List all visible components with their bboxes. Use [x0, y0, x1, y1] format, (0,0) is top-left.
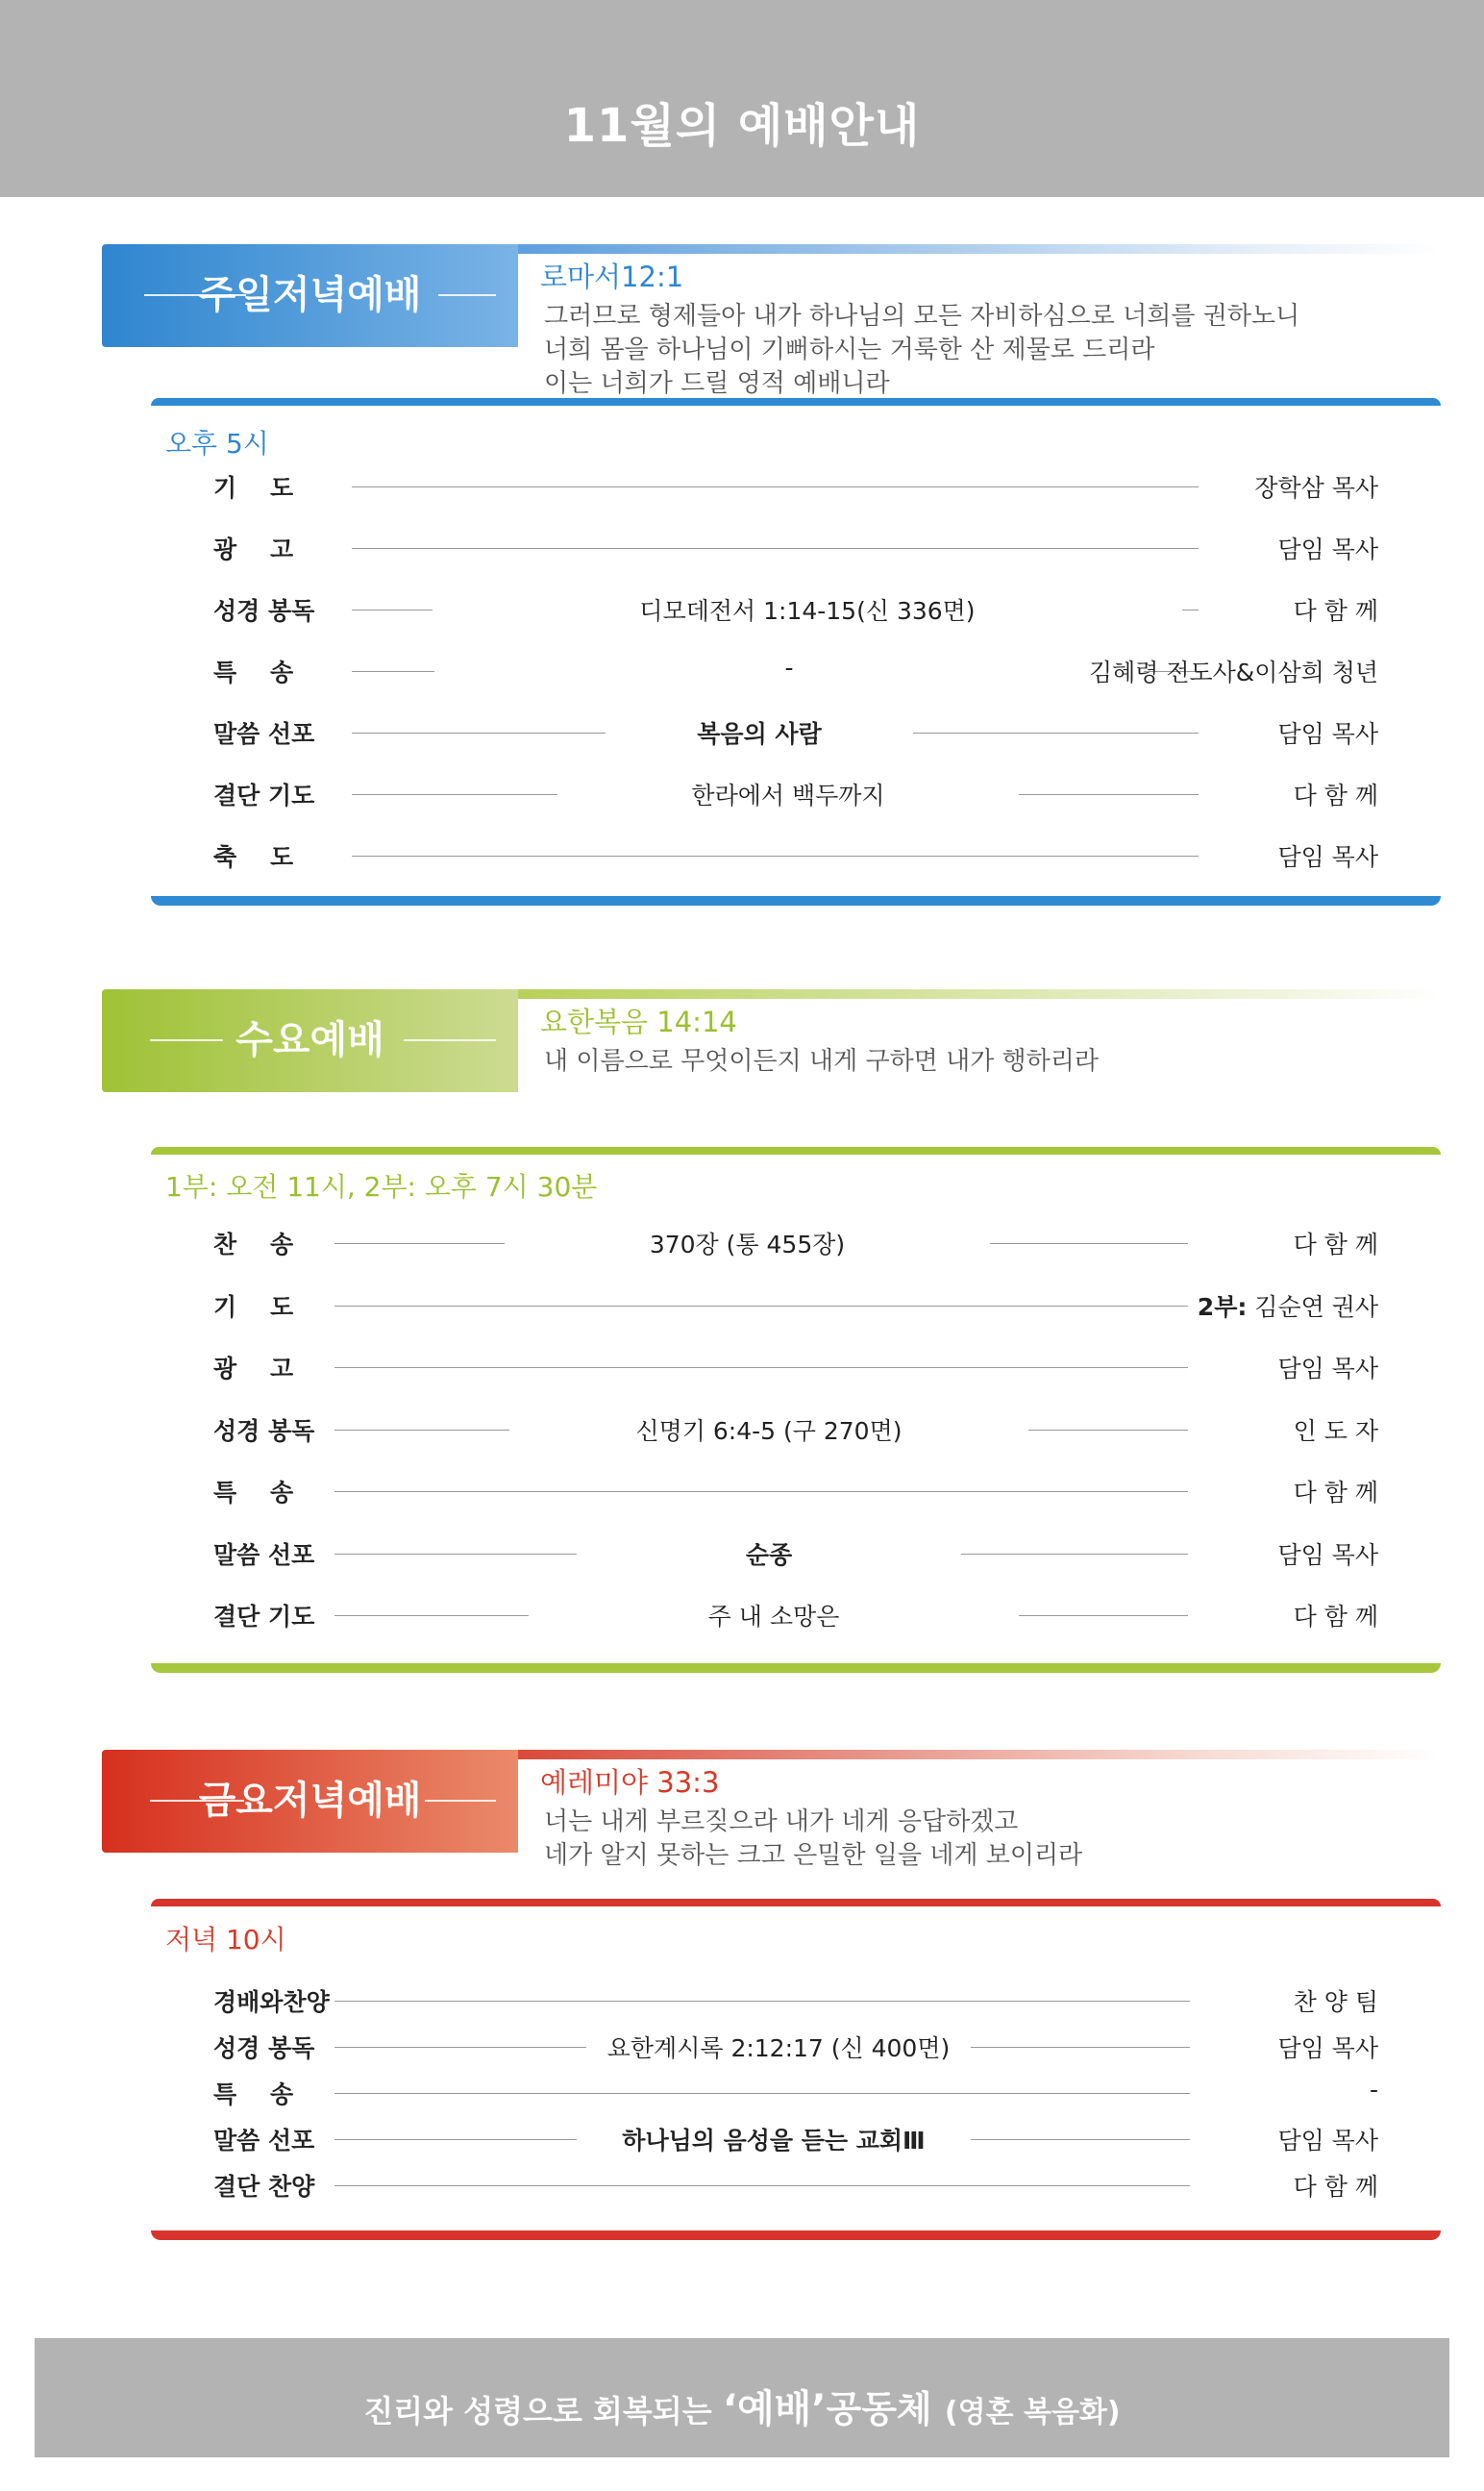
order-row [0, 531, 1484, 565]
leader-line [334, 1367, 1188, 1368]
friday-card-top [151, 1899, 1441, 1906]
order-label: 기 도 [213, 474, 294, 502]
order-leader-name: 김순연 권사 [1247, 1293, 1378, 1321]
leader-line [334, 1615, 529, 1616]
leader-line [1019, 1615, 1188, 1616]
order-leader: - [1369, 2076, 1378, 2104]
leader-line [334, 2047, 586, 2048]
order-row [0, 1412, 1484, 1447]
leader-line [352, 733, 606, 734]
friday-title-box [102, 1750, 518, 1853]
order-row [0, 715, 1484, 750]
order-leader-prefix: 2부: [1197, 1293, 1248, 1321]
order-label: 결단 찬양 [213, 2173, 315, 2201]
wednesday-verse-line: 내 이름으로 무엇이든지 내게 구하면 내가 행하리라 [544, 1047, 1100, 1076]
order-row [0, 2168, 1484, 2203]
leader-line [913, 733, 1199, 734]
friday-verse-line: 네가 알지 못하는 크고 은밀한 일을 네게 보이리라 [544, 1841, 1083, 1870]
order-row [0, 592, 1484, 627]
order-label: 성경 봉독 [213, 1417, 315, 1445]
order-content: - [784, 654, 794, 682]
header-banner [0, 0, 1484, 197]
wednesday-card-bottom [151, 1663, 1441, 1673]
order-leader: 다 함 께 [1293, 2173, 1378, 2201]
order-row [0, 1598, 1484, 1632]
leader-line [334, 1554, 577, 1555]
order-leader: 장학삼 목사 [1254, 474, 1378, 502]
friday-title: 금요저녁예배 [198, 1779, 422, 1823]
order-leader: 담임 목사 [1277, 843, 1378, 871]
order-row [0, 1474, 1484, 1508]
order-label: 특 송 [213, 2080, 294, 2108]
order-row [0, 2030, 1484, 2064]
order-row [0, 777, 1484, 811]
order-leader: 다 함 께 [1293, 597, 1378, 625]
leader-line [334, 2001, 1190, 2002]
order-label: 경배와찬양 [213, 1988, 330, 2016]
order-row [0, 1288, 1484, 1323]
leader-line [334, 2139, 577, 2140]
order-label: 성경 봉독 [213, 597, 315, 625]
order-row [0, 1983, 1484, 2018]
leader-line [334, 1430, 509, 1431]
leader-line [334, 2093, 1190, 2094]
order-leader: 담임 목사 [1277, 2034, 1378, 2062]
order-row [0, 838, 1484, 873]
leader-line [352, 856, 1199, 857]
leader-line [334, 1491, 1188, 1492]
sunday-card-bottom [151, 896, 1441, 906]
order-label: 결단 기도 [213, 1603, 315, 1631]
order-label: 결단 기도 [213, 782, 315, 810]
order-content: 주 내 소망은 [707, 1603, 840, 1631]
footer-text: (영혼 복음화) [944, 2396, 1121, 2429]
order-label: 특 송 [213, 1479, 294, 1507]
order-content: 신명기 6:4-5 (구 270면) [635, 1417, 903, 1445]
order-leader: 담임 목사 [1277, 2127, 1378, 2155]
order-label: 찬 송 [213, 1231, 294, 1258]
order-row [0, 469, 1484, 504]
order-label: 말씀 선포 [213, 1541, 315, 1569]
wednesday-title: 수요예배 [235, 1018, 384, 1062]
friday-verse-bar [518, 1750, 1441, 1759]
leader-line [971, 2047, 1190, 2048]
order-content: 하나님의 음성을 듣는 교회Ⅲ [622, 2127, 926, 2155]
order-content: 복음의 사람 [697, 720, 822, 748]
leader-line [961, 1554, 1188, 1555]
order-leader: 다 함 께 [1293, 1479, 1378, 1507]
order-content: 요한계시록 2:12:17 (신 400면) [606, 2034, 951, 2062]
leader-line [1028, 1430, 1188, 1431]
order-leader: 인 도 자 [1293, 1417, 1378, 1445]
leader-line [971, 2139, 1190, 2140]
footer-slogan [35, 2379, 1449, 2433]
sunday-verse-bar [518, 244, 1441, 254]
order-row [0, 1350, 1484, 1384]
sunday-title-box [102, 244, 518, 347]
order-label: 기 도 [213, 1293, 294, 1321]
order-leader: 담임 목사 [1277, 1541, 1378, 1569]
order-label: 성경 봉독 [213, 2034, 315, 2062]
sunday-verse-line: 너희 몸을 하나님이 기뻐하시는 거룩한 산 제물로 드리라 [544, 336, 1155, 364]
sunday-verse-line: 이는 너희가 드릴 영적 예배니라 [544, 369, 890, 398]
order-leader: 찬 양 팀 [1293, 1988, 1378, 2016]
order-label: 광 고 [213, 1355, 294, 1383]
leader-line [352, 671, 434, 672]
order-content: 디모데전서 1:14-15(신 336면) [639, 597, 976, 625]
order-leader: 담임 목사 [1277, 1355, 1378, 1383]
friday-verse-line: 너는 내게 부르짖으라 내가 네게 응답하겠고 [544, 1807, 1019, 1836]
order-row [0, 1536, 1484, 1571]
leader-line [352, 486, 1199, 487]
friday-time: 저녁 10시 [165, 1924, 286, 1955]
order-leader: 다 함 께 [1293, 1603, 1378, 1631]
friday-card-bottom [151, 2230, 1441, 2240]
order-label: 광 고 [213, 536, 294, 563]
leader-line [334, 1306, 1188, 1307]
sunday-verse-ref: 로마서12:1 [540, 261, 684, 293]
sunday-title: 주일저녁예배 [198, 273, 422, 317]
order-leader: 담임 목사 [1277, 536, 1378, 563]
leader-line [334, 1243, 505, 1244]
order-content: 370장 (통 455장) [649, 1231, 846, 1258]
order-leader: 김혜령 전도사&이삼희 청년 [1088, 659, 1378, 686]
order-content: 순종 [745, 1541, 793, 1569]
wednesday-title-box [102, 989, 518, 1092]
leader-line [1019, 794, 1199, 795]
order-leader: 다 함 께 [1293, 1231, 1378, 1258]
order-label: 축 도 [213, 843, 294, 871]
wednesday-verse-bar [518, 989, 1441, 999]
page-title: 11월의 예배안내 [563, 99, 921, 153]
order-row [0, 2122, 1484, 2156]
order-leader: 다 함 께 [1293, 782, 1378, 810]
wednesday-verse-ref: 요한복음 14:14 [540, 1006, 737, 1038]
order-row [0, 1226, 1484, 1260]
leader-line [352, 548, 1199, 549]
leader-line [334, 2185, 1190, 2186]
order-content: 한라에서 백두까지 [691, 782, 885, 810]
footer-text: 진리와 성령으로 회복되는 [363, 2393, 723, 2429]
order-row [0, 2076, 1484, 2110]
sunday-card-top [151, 398, 1441, 406]
order-leader: 담임 목사 [1277, 720, 1378, 748]
order-leader [1198, 1288, 1378, 1323]
sunday-time: 오후 5시 [165, 428, 269, 460]
order-label: 특 송 [213, 659, 294, 686]
wednesday-time: 1부: 오전 11시, 2부: 오후 7시 30분 [165, 1171, 598, 1203]
order-row [0, 654, 1484, 688]
sunday-verse-line: 그러므로 형제들아 내가 하나님의 모든 자비하심으로 너희를 권하노니 [544, 302, 1300, 331]
leader-line [352, 794, 557, 795]
friday-verse-ref: 예레미야 33:3 [540, 1766, 720, 1799]
wednesday-card-top [151, 1147, 1441, 1155]
leader-line [990, 1243, 1188, 1244]
footer-banner [35, 2338, 1449, 2457]
order-label: 말씀 선포 [213, 720, 315, 748]
footer-text: 공동체 [826, 2388, 945, 2430]
order-label: 말씀 선포 [213, 2127, 315, 2155]
footer-highlight: ‘예배’ [722, 2387, 827, 2431]
